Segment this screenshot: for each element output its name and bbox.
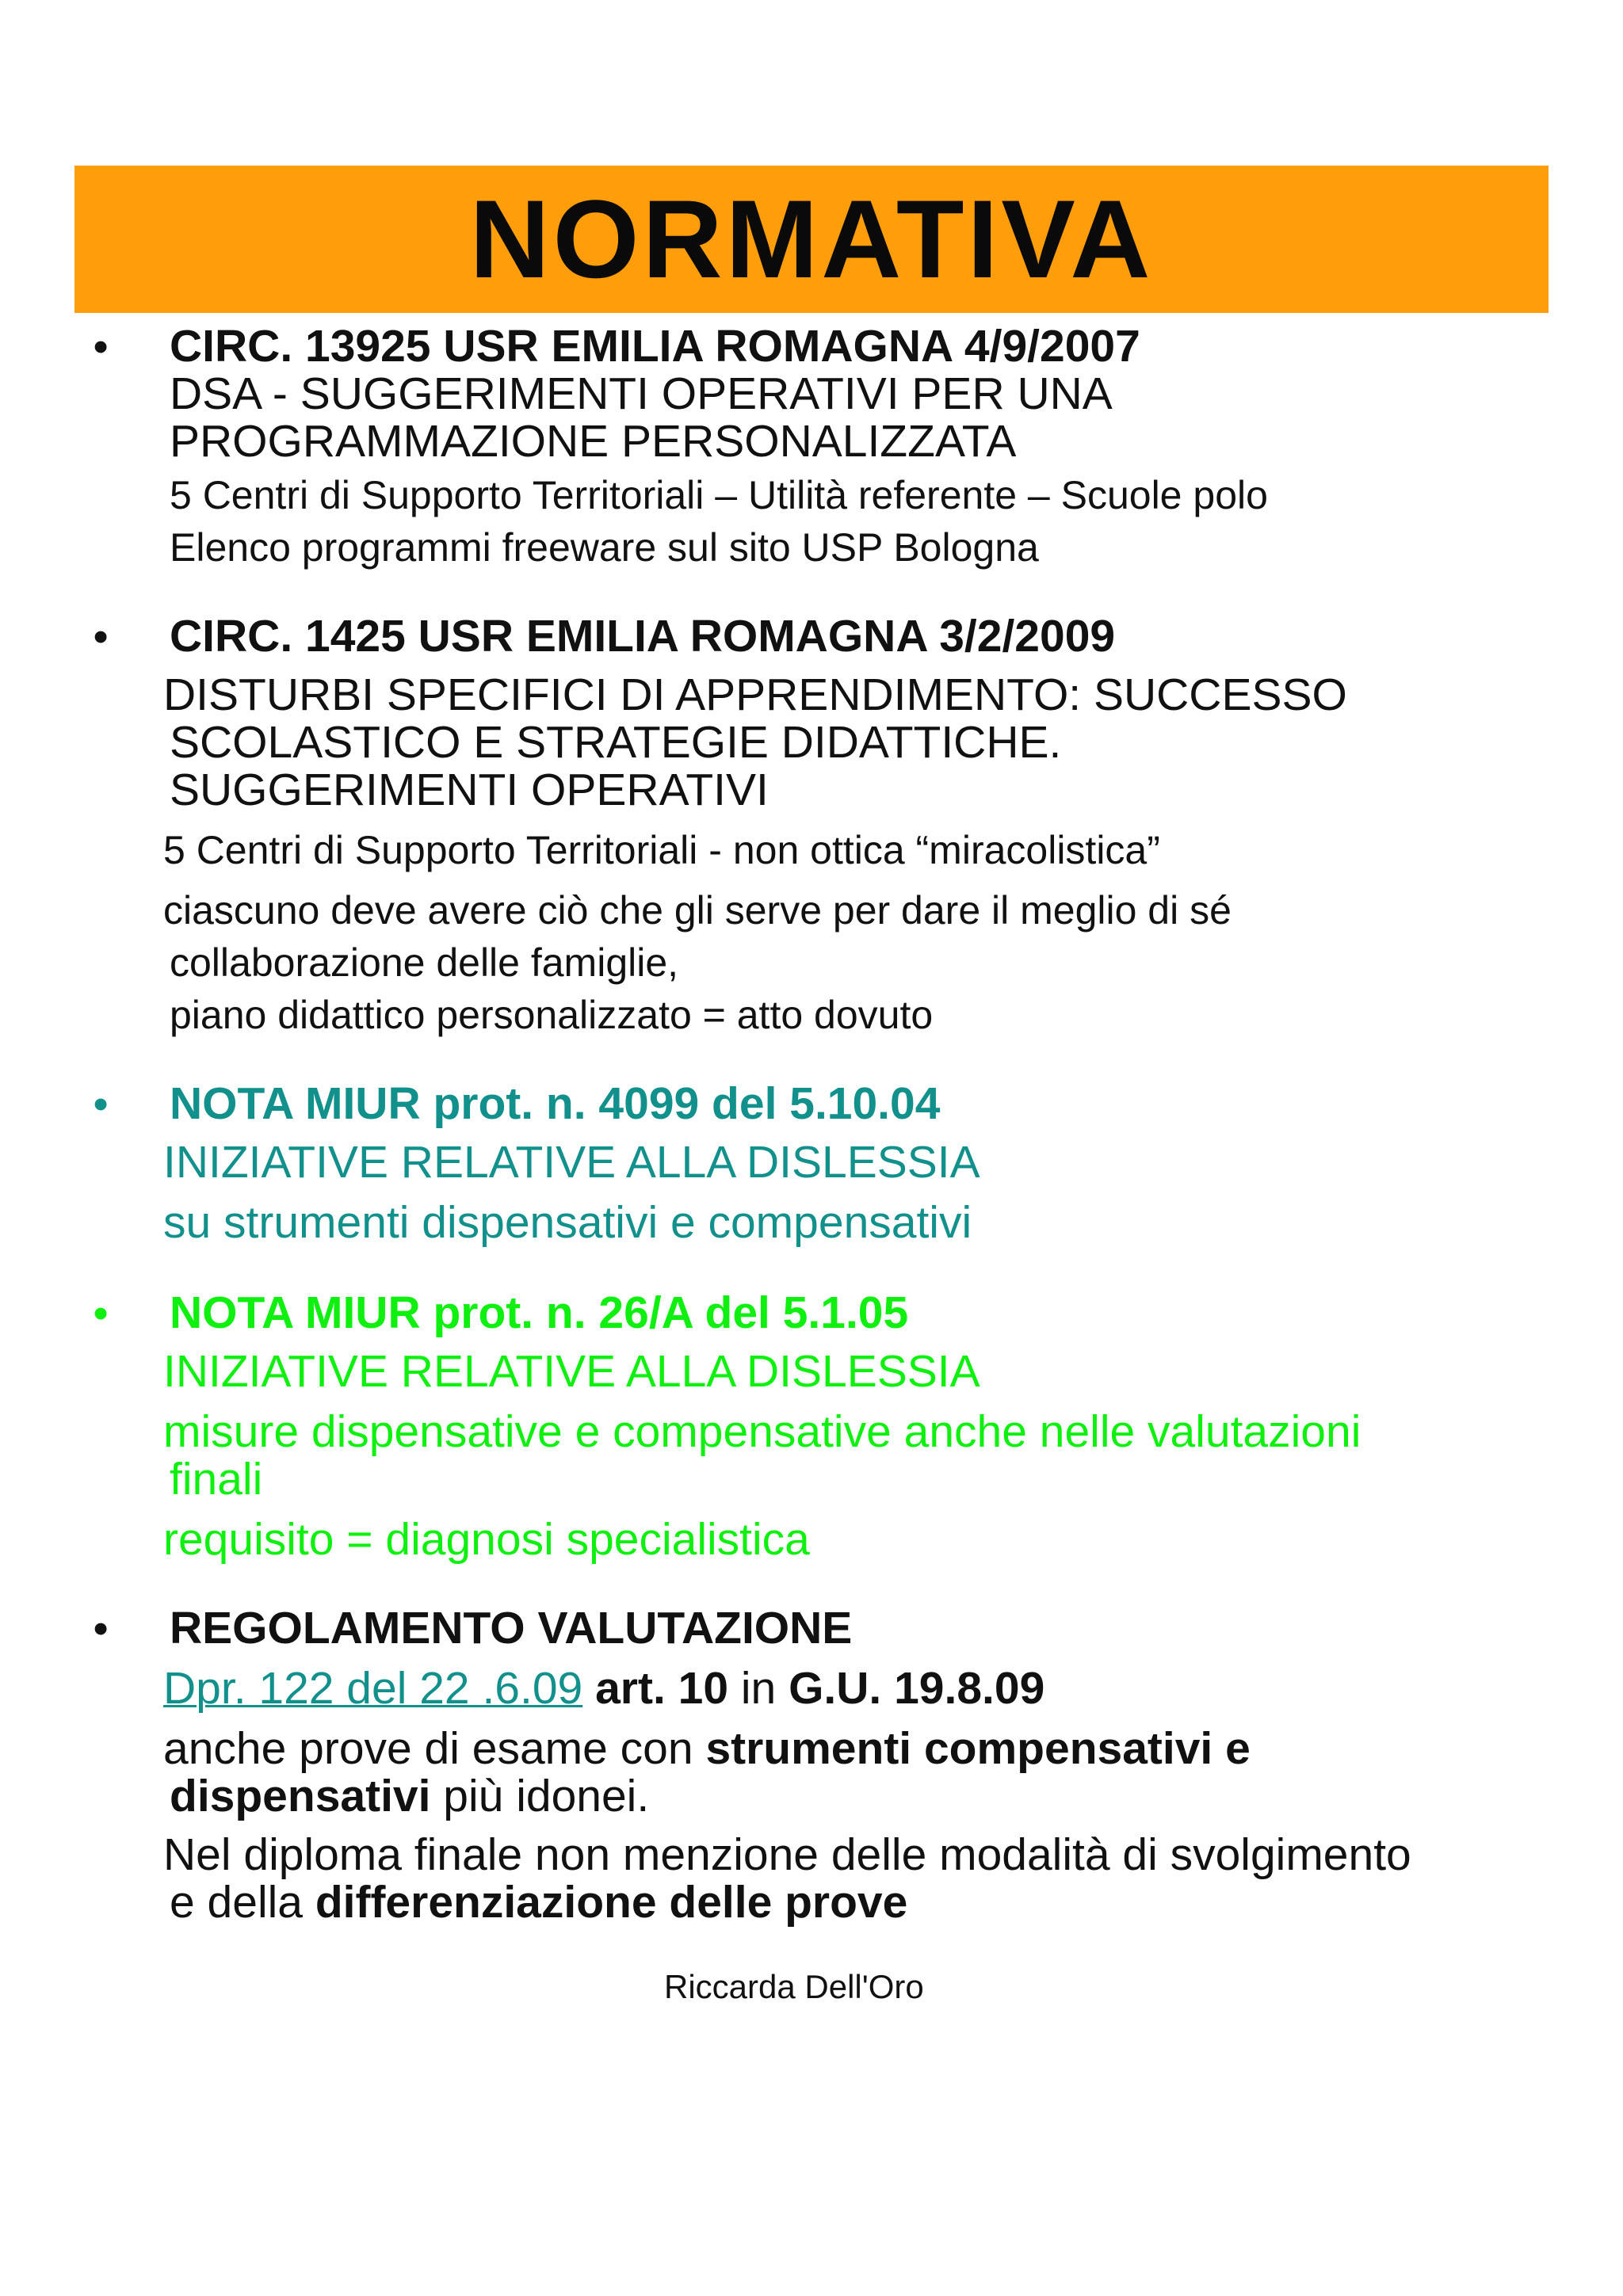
emphasis-span: strumenti compensativi e xyxy=(705,1723,1251,1774)
section-subtitle: DISTURBI SPECIFICI DI APPRENDIMENTO: SUCCESSO xyxy=(163,669,1347,720)
paragraph-line xyxy=(170,1876,907,1928)
reference-line xyxy=(163,1662,1044,1714)
paragraph-line xyxy=(163,1722,1251,1775)
bullet-marker: • xyxy=(94,324,109,370)
section-subtitle: PROGRAMMAZIONE PERSONALIZZATA xyxy=(170,416,1017,467)
bullet-marker: • xyxy=(94,1291,109,1337)
section-subtitle: SCOLASTICO E STRATEGIE DIDATTICHE. xyxy=(170,717,1062,768)
page-title: NORMATIVA xyxy=(469,177,1154,301)
section-detail: su strumenti dispensativi e compensativi xyxy=(163,1197,972,1248)
paragraph-line: Nel diploma finale non menzione delle modalità di svolgimento xyxy=(163,1829,1411,1880)
text-span: anche prove di esame con xyxy=(163,1723,693,1774)
gazette-ref: G.U. 19.8.09 xyxy=(789,1663,1045,1714)
section-heading: NOTA MIUR prot. n. 26/A del 5.1.05 xyxy=(170,1287,909,1338)
bullet-marker: • xyxy=(94,1081,109,1127)
section-detail: misure dispensative e compensative anche nelle valutazioni xyxy=(163,1406,1361,1457)
section-detail: 5 Centri di Supporto Territoriali - non ottica “miracolistica” xyxy=(163,828,1160,872)
text-span: e della xyxy=(170,1877,303,1928)
section-detail: finali xyxy=(170,1454,263,1505)
bullet-marker: • xyxy=(94,1606,109,1652)
section-heading: CIRC. 13925 USR EMILIA ROMAGNA 4/9/2007 xyxy=(170,321,1140,372)
section-subtitle: DSA - SUGGERIMENTI OPERATIVI PER UNA xyxy=(170,368,1113,419)
section-detail: 5 Centri di Supporto Territoriali – Utilità referente – Scuole polo xyxy=(170,473,1268,517)
section-heading: REGOLAMENTO VALUTAZIONE xyxy=(170,1603,853,1653)
section-detail: requisito = diagnosi specialistica xyxy=(163,1514,810,1565)
section-heading: CIRC. 1425 USR EMILIA ROMAGNA 3/2/2009 xyxy=(170,611,1116,662)
bullet-marker: • xyxy=(94,614,109,660)
section-detail: piano didattico personalizzato = atto dovuto xyxy=(170,993,934,1037)
section-subtitle: INIZIATIVE RELATIVE ALLA DISLESSIA xyxy=(163,1346,980,1397)
title-banner xyxy=(74,166,1549,313)
in-word: in xyxy=(740,1663,777,1714)
section-detail: Elenco programmi freeware sul sito USP Bologna xyxy=(170,525,1039,570)
section-subtitle: SUGGERIMENTI OPERATIVI xyxy=(170,765,769,815)
footer-author: Riccarda Dell'Oro xyxy=(664,1968,924,2005)
section-detail: ciascuno deve avere ciò che gli serve per dare il meglio di sé xyxy=(163,888,1232,933)
paragraph-line xyxy=(170,1770,649,1822)
section-subtitle: INIZIATIVE RELATIVE ALLA DISLESSIA xyxy=(163,1137,980,1188)
text-span: più idonei. xyxy=(443,1771,650,1821)
section-heading: NOTA MIUR prot. n. 4099 del 5.10.04 xyxy=(170,1078,941,1129)
article-ref: art. 10 xyxy=(595,1663,729,1714)
dpr-link[interactable]: Dpr. 122 del 22 .6.09 xyxy=(163,1663,583,1714)
section-detail: collaborazione delle famiglie, xyxy=(170,940,679,985)
emphasis-span: differenziazione delle prove xyxy=(315,1877,908,1928)
emphasis-span: dispensativi xyxy=(170,1771,431,1821)
